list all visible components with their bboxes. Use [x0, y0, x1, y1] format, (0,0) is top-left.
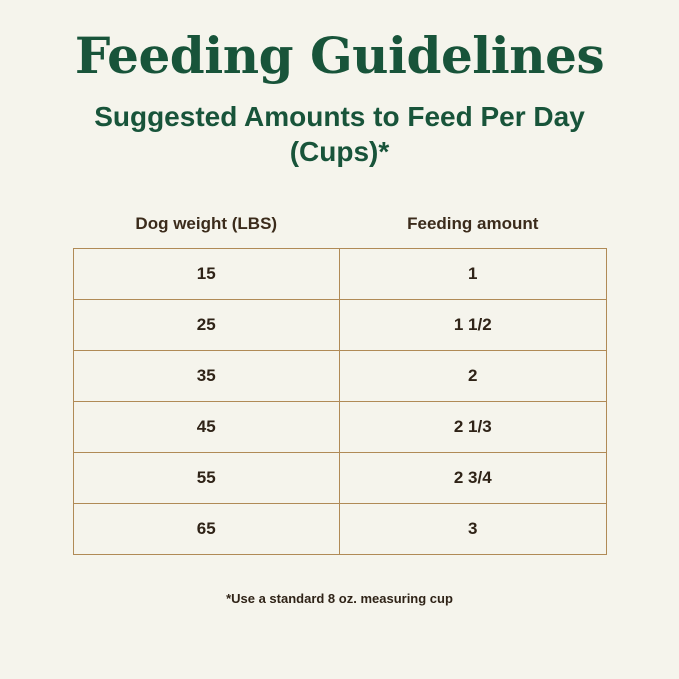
page-subtitle: Suggested Amounts to Feed Per Day (Cups)* [94, 100, 585, 168]
table-row [73, 504, 606, 555]
cell-dog-weight: 65 [73, 504, 340, 555]
cell-feeding-amount: 2 3/4 [340, 453, 607, 504]
cell-dog-weight: 25 [73, 300, 340, 351]
table-head [73, 214, 606, 249]
column-header-dog-weight: Dog weight (LBS) [135, 214, 278, 234]
table-row [73, 300, 606, 351]
page-title: Feeding Guidelines [74, 26, 605, 85]
cell-feeding-amount: 1 [340, 249, 607, 300]
table-row [73, 453, 606, 504]
table-row [73, 351, 606, 402]
cell-dog-weight: 15 [73, 249, 340, 300]
table-row [73, 402, 606, 453]
cell-feeding-amount: 3 [340, 504, 607, 555]
feeding-table-container [73, 214, 607, 555]
cell-dog-weight: 55 [73, 453, 340, 504]
column-header-feeding-amount: Feeding amount [407, 214, 539, 234]
table-row [73, 249, 606, 300]
table-header-row [73, 214, 606, 249]
cell-dog-weight: 45 [73, 402, 340, 453]
cell-feeding-amount: 2 [340, 351, 607, 402]
cell-dog-weight: 35 [73, 351, 340, 402]
cell-feeding-amount: 1 1/2 [340, 300, 607, 351]
feeding-table [73, 214, 607, 555]
cell-feeding-amount: 2 1/3 [340, 402, 607, 453]
table-body [73, 249, 606, 555]
footnote: *Use a standard 8 oz. measuring cup [226, 591, 453, 607]
